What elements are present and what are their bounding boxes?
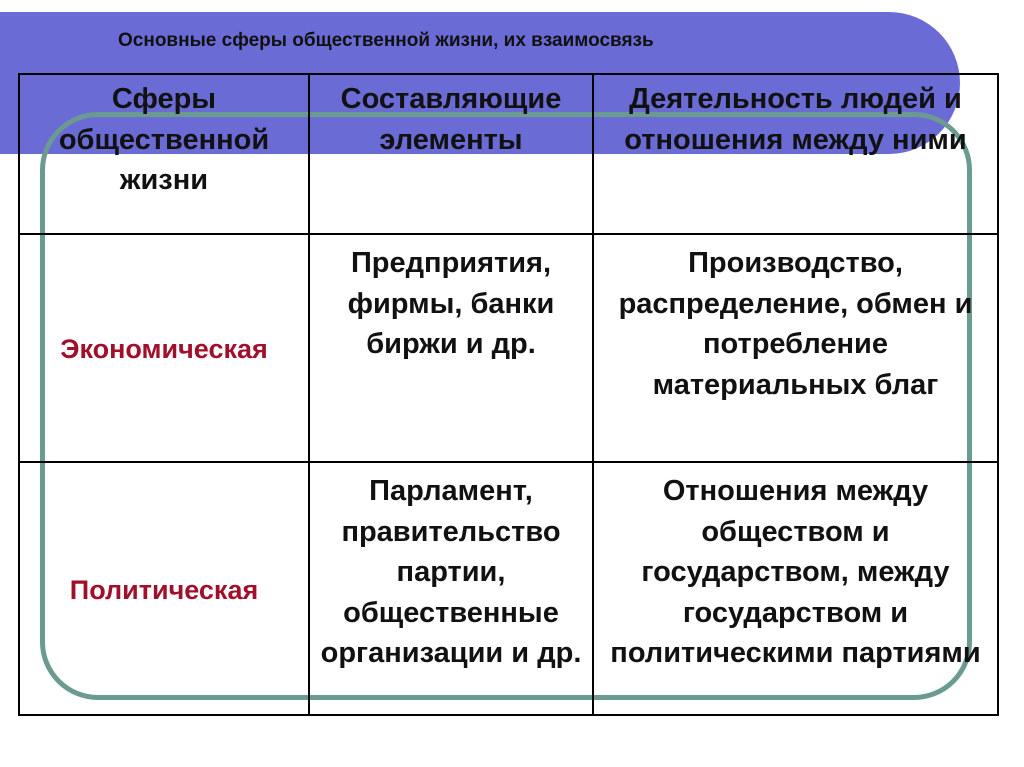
table-header-row — [19, 74, 998, 234]
header-elements: Составляющие элементы — [309, 74, 593, 234]
activity-cell: Отношения между обществом и государством, между государством и политическими партиями — [593, 462, 998, 715]
header-activity: Деятельность людей и отношения между ними — [593, 74, 998, 234]
table-row — [19, 234, 998, 462]
spheres-table — [18, 73, 999, 716]
elements-cell: Предприятия, фирмы, банки биржи и др. — [309, 234, 593, 462]
header-spheres: Сферы общественной жизни — [19, 74, 309, 234]
elements-cell: Парламент, правительство партии, общественные организации и др. — [309, 462, 593, 715]
activity-cell: Производство, распределение, обмен и потребление материальных благ — [593, 234, 998, 462]
table-row — [19, 462, 998, 715]
sphere-name: Экономическая — [19, 234, 309, 462]
sphere-name: Политическая — [19, 462, 309, 715]
slide-title: Основные сферы общественной жизни, их взаимосвязь — [118, 30, 654, 51]
